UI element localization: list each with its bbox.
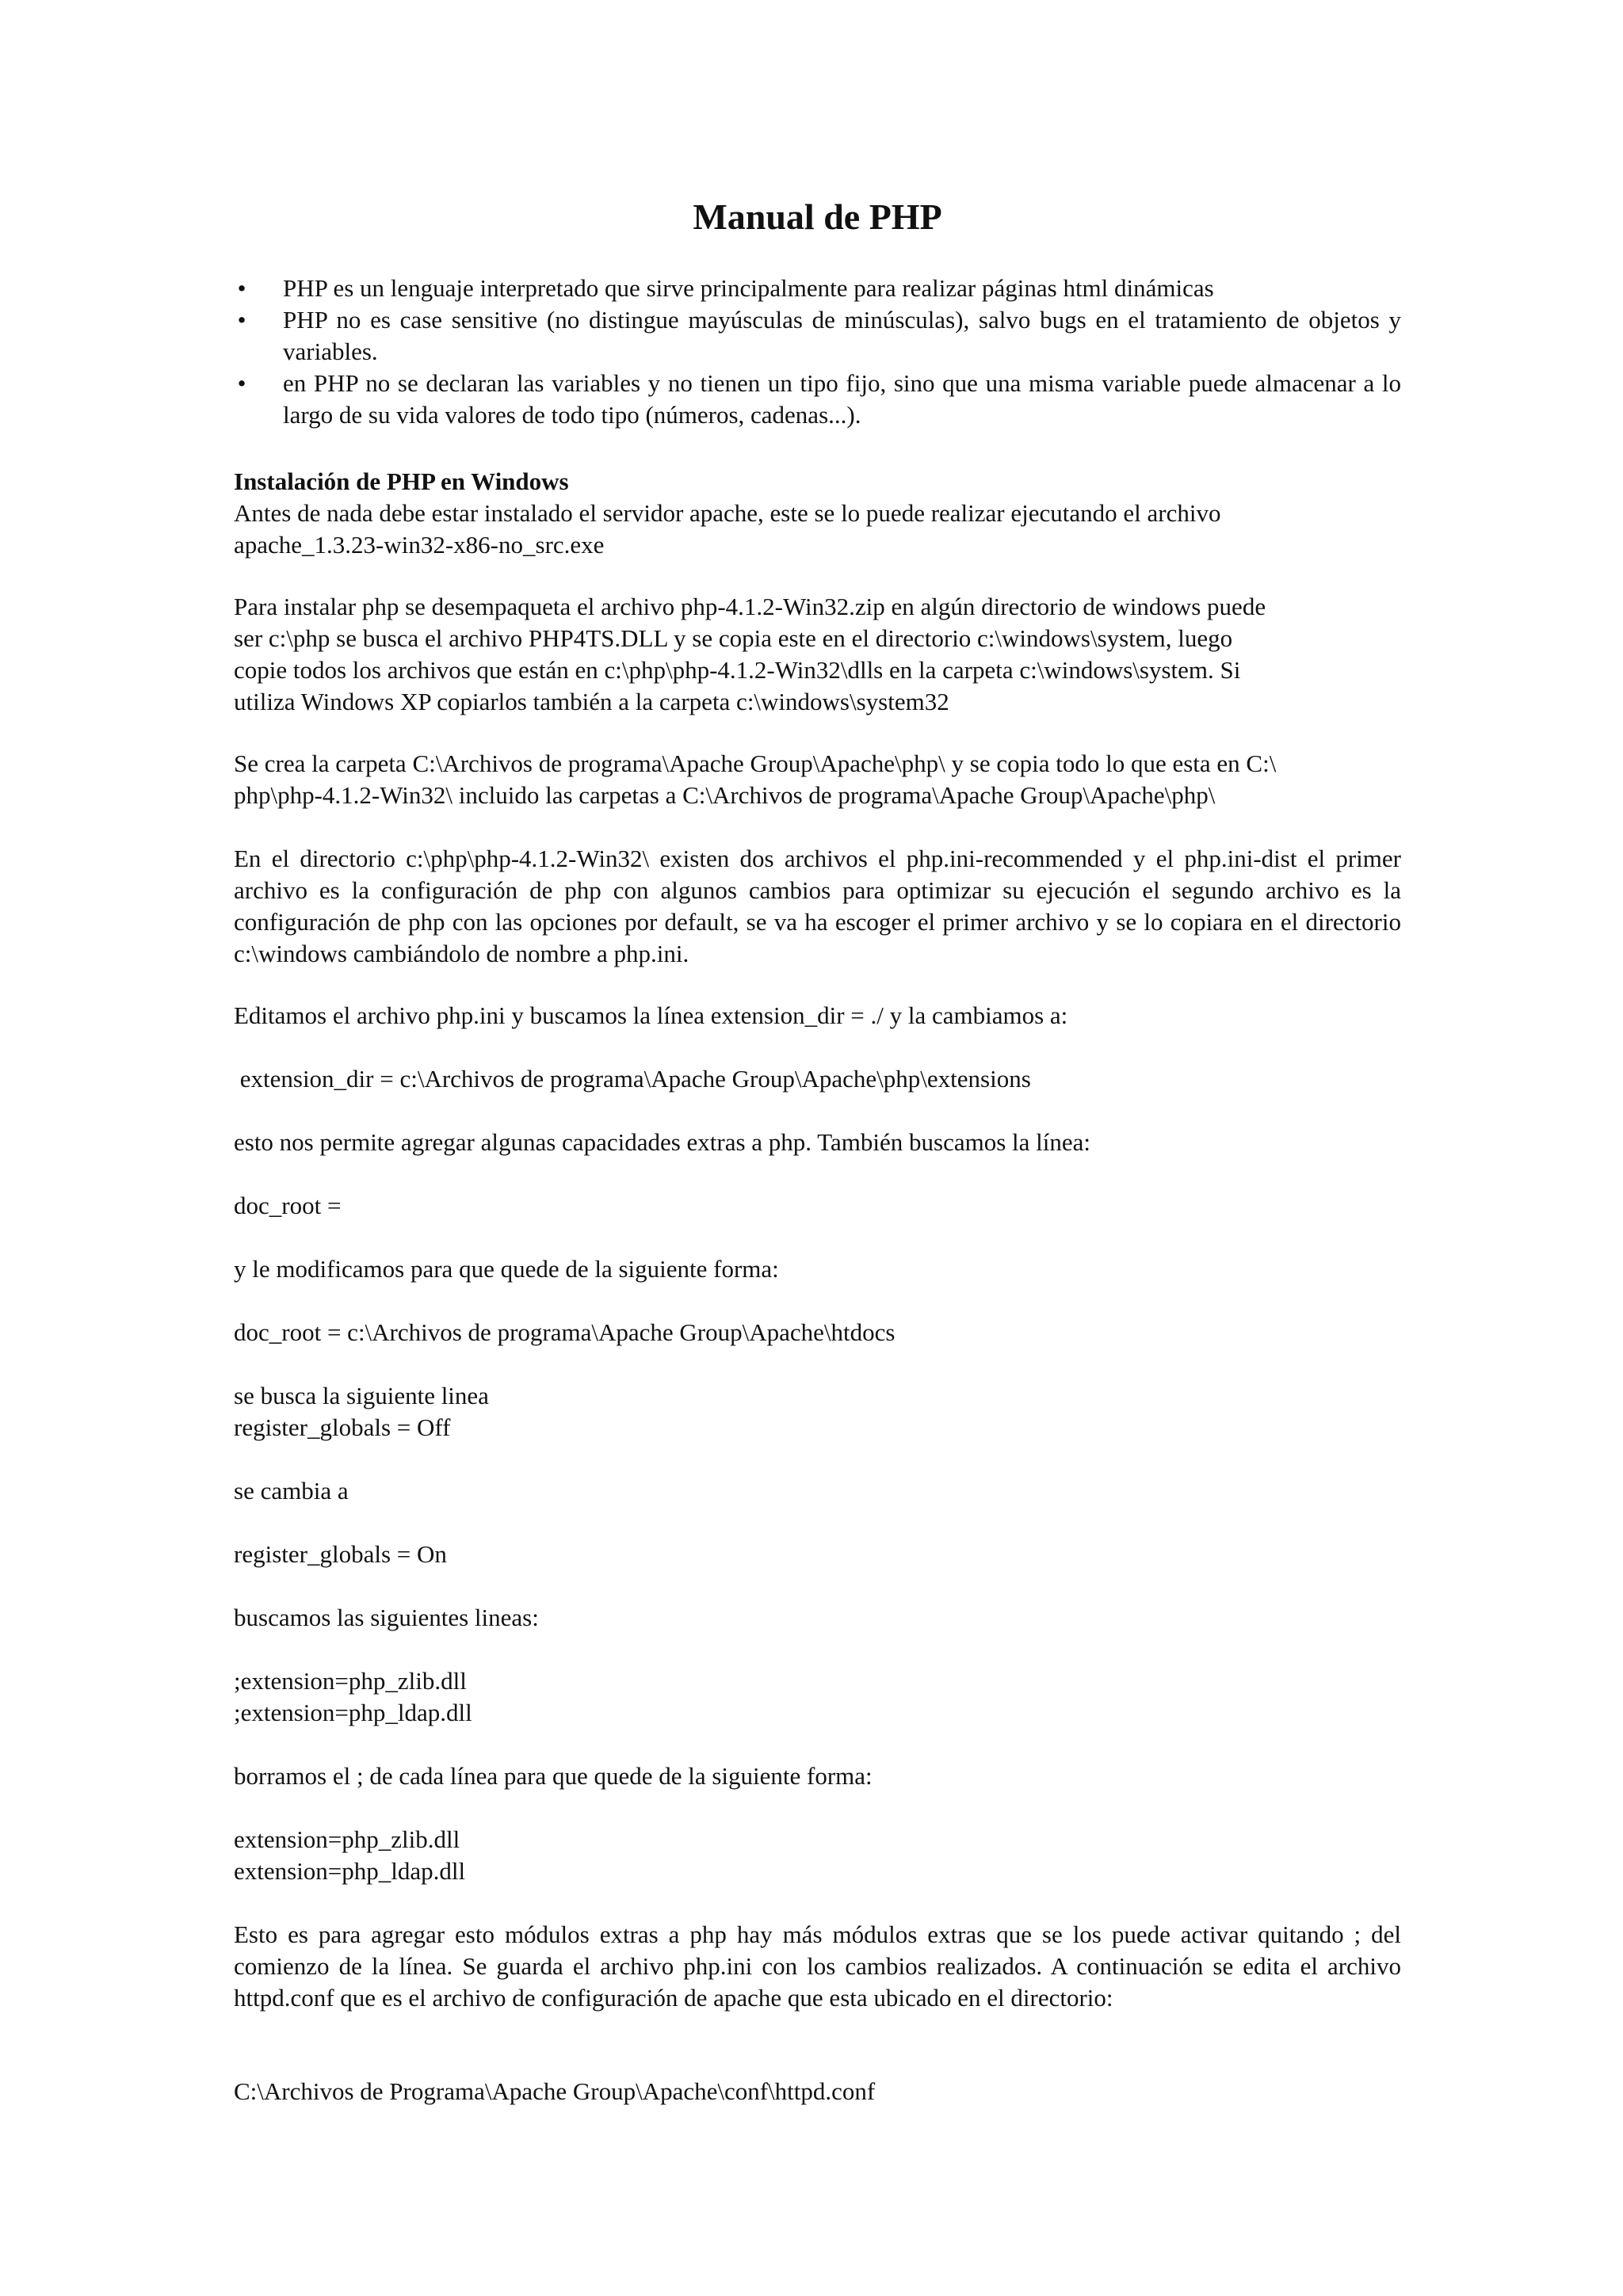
bullet-dot-icon: •: [237, 274, 246, 302]
register-globals-search: [234, 1380, 1401, 1444]
code-line: ;extension=php_ldap.dll: [234, 1699, 472, 1726]
feature-bullet-list: [234, 273, 1401, 431]
capacities-paragraph: esto nos permite agregar algunas capacidades extras a php. También buscamos la línea:: [234, 1128, 1091, 1156]
bullet-item: [234, 368, 1401, 431]
intro-line: apache_1.3.23-win32-x86-no_src.exe: [234, 531, 605, 559]
commented-extensions: [234, 1665, 1401, 1729]
modules-paragraph: Esto es para agregar esto módulos extras a php hay más módulos extras que se los puede activar quitando ; del comienzo de la línea. Se guarda el archivo php.ini con los cambios realizados. A continuación se edita el archivo httpd.conf que es el archivo de configuración de apache que esta ubicado en el directorio:: [234, 1920, 1401, 2012]
bullet-dot-icon: •: [237, 369, 246, 397]
bullet-text: en PHP no se declaran las variables y no tienen un tipo fijo, sino que una misma variable puede almacenar a lo largo de su vida valores de todo tipo (números, cadenas...).: [283, 369, 1401, 429]
ini-files-paragraph: En el directorio c:\php\php-4.1.2-Win32\ existen dos archivos el php.ini-recommended y el php.ini-dist el primer archivo es la configuración de php con algunos cambios para optimizar su ejecución el segundo archivo es la configuración de php con las opciones por default, se va ha escoger el primer archivo y se lo copiara en el directorio c:\windows cambiándolo de nombre a php.ini.: [234, 845, 1401, 967]
bullet-item: [234, 273, 1401, 304]
install-paragraph: [234, 591, 1401, 718]
folder-paragraph: [234, 748, 1401, 811]
bullet-dot-icon: •: [237, 306, 246, 334]
paragraph-line: php\php-4.1.2-Win32\ incluido las carpetas a C:\Archivos de programa\Apache Group\Apache\php\: [234, 781, 1216, 809]
paragraph-line: copie todos los archivos que están en c:\php\php-4.1.2-Win32\dlls en la carpeta c:\windows\system. Si: [234, 656, 1241, 684]
register-globals-off-setting: register_globals = Off: [234, 1413, 451, 1441]
intro-line: Antes de nada debe estar instalado el servidor apache, este se lo puede realizar ejecutando el archivo: [234, 499, 1221, 527]
section-heading: Instalación de PHP en Windows: [234, 467, 569, 495]
bullet-text: PHP es un lenguaje interpretado que sirve principalmente para realizar páginas html dinámicas: [283, 274, 1214, 302]
code-line: ;extension=php_zlib.dll: [234, 1667, 467, 1695]
httpd-conf-path: C:\Archivos de Programa\Apache Group\Apache\conf\httpd.conf: [234, 2077, 876, 2105]
page-title: Manual de PHP: [693, 196, 942, 237]
remove-semicolon-instruction: borramos el ; de cada línea para que quede de la siguiente forma:: [234, 1762, 873, 1790]
change-instruction: se cambia a: [234, 1477, 349, 1505]
bullet-text: PHP no es case sensitive (no distingue mayúsculas de minúsculas), salvo bugs en el tratamiento de objetos y variables.: [283, 306, 1401, 365]
paragraph-line: Se crea la carpeta C:\Archivos de programa\Apache Group\Apache\php\ y se copia todo lo que esta en C:\: [234, 749, 1277, 777]
paragraph-line: se busca la siguiente linea: [234, 1382, 489, 1409]
doc-root-empty-setting: doc_root =: [234, 1192, 342, 1219]
bullet-item: [234, 304, 1401, 368]
edit-instruction: Editamos el archivo php.ini y buscamos la línea extension_dir = ./ y la cambiamos a:: [234, 1001, 1068, 1029]
active-extensions: [234, 1824, 1401, 1887]
code-line: extension=php_zlib.dll: [234, 1825, 460, 1853]
paragraph-line: Para instalar php se desempaqueta el archivo php-4.1.2-Win32.zip en algún directorio de windows puede: [234, 593, 1266, 620]
extension-dir-setting: extension_dir = c:\Archivos de programa\Apache Group\Apache\php\extensions: [234, 1065, 1031, 1093]
register-globals-on-setting: register_globals = On: [234, 1540, 447, 1568]
code-line: extension=php_ldap.dll: [234, 1857, 466, 1885]
doc-root-setting: doc_root = c:\Archivos de programa\Apache Group\Apache\htdocs: [234, 1318, 896, 1346]
search-lines-instruction: buscamos las siguientes lineas:: [234, 1604, 539, 1631]
modify-instruction: y le modificamos para que quede de la siguiente forma:: [234, 1255, 779, 1283]
paragraph-line: utiliza Windows XP copiarlos también a la carpeta c:\windows\system32: [234, 688, 949, 715]
paragraph-line: ser c:\php se busca el archivo PHP4TS.DLL y se copia este en el directorio c:\windows\system, luego: [234, 624, 1233, 652]
installation-intro: [234, 466, 1401, 561]
